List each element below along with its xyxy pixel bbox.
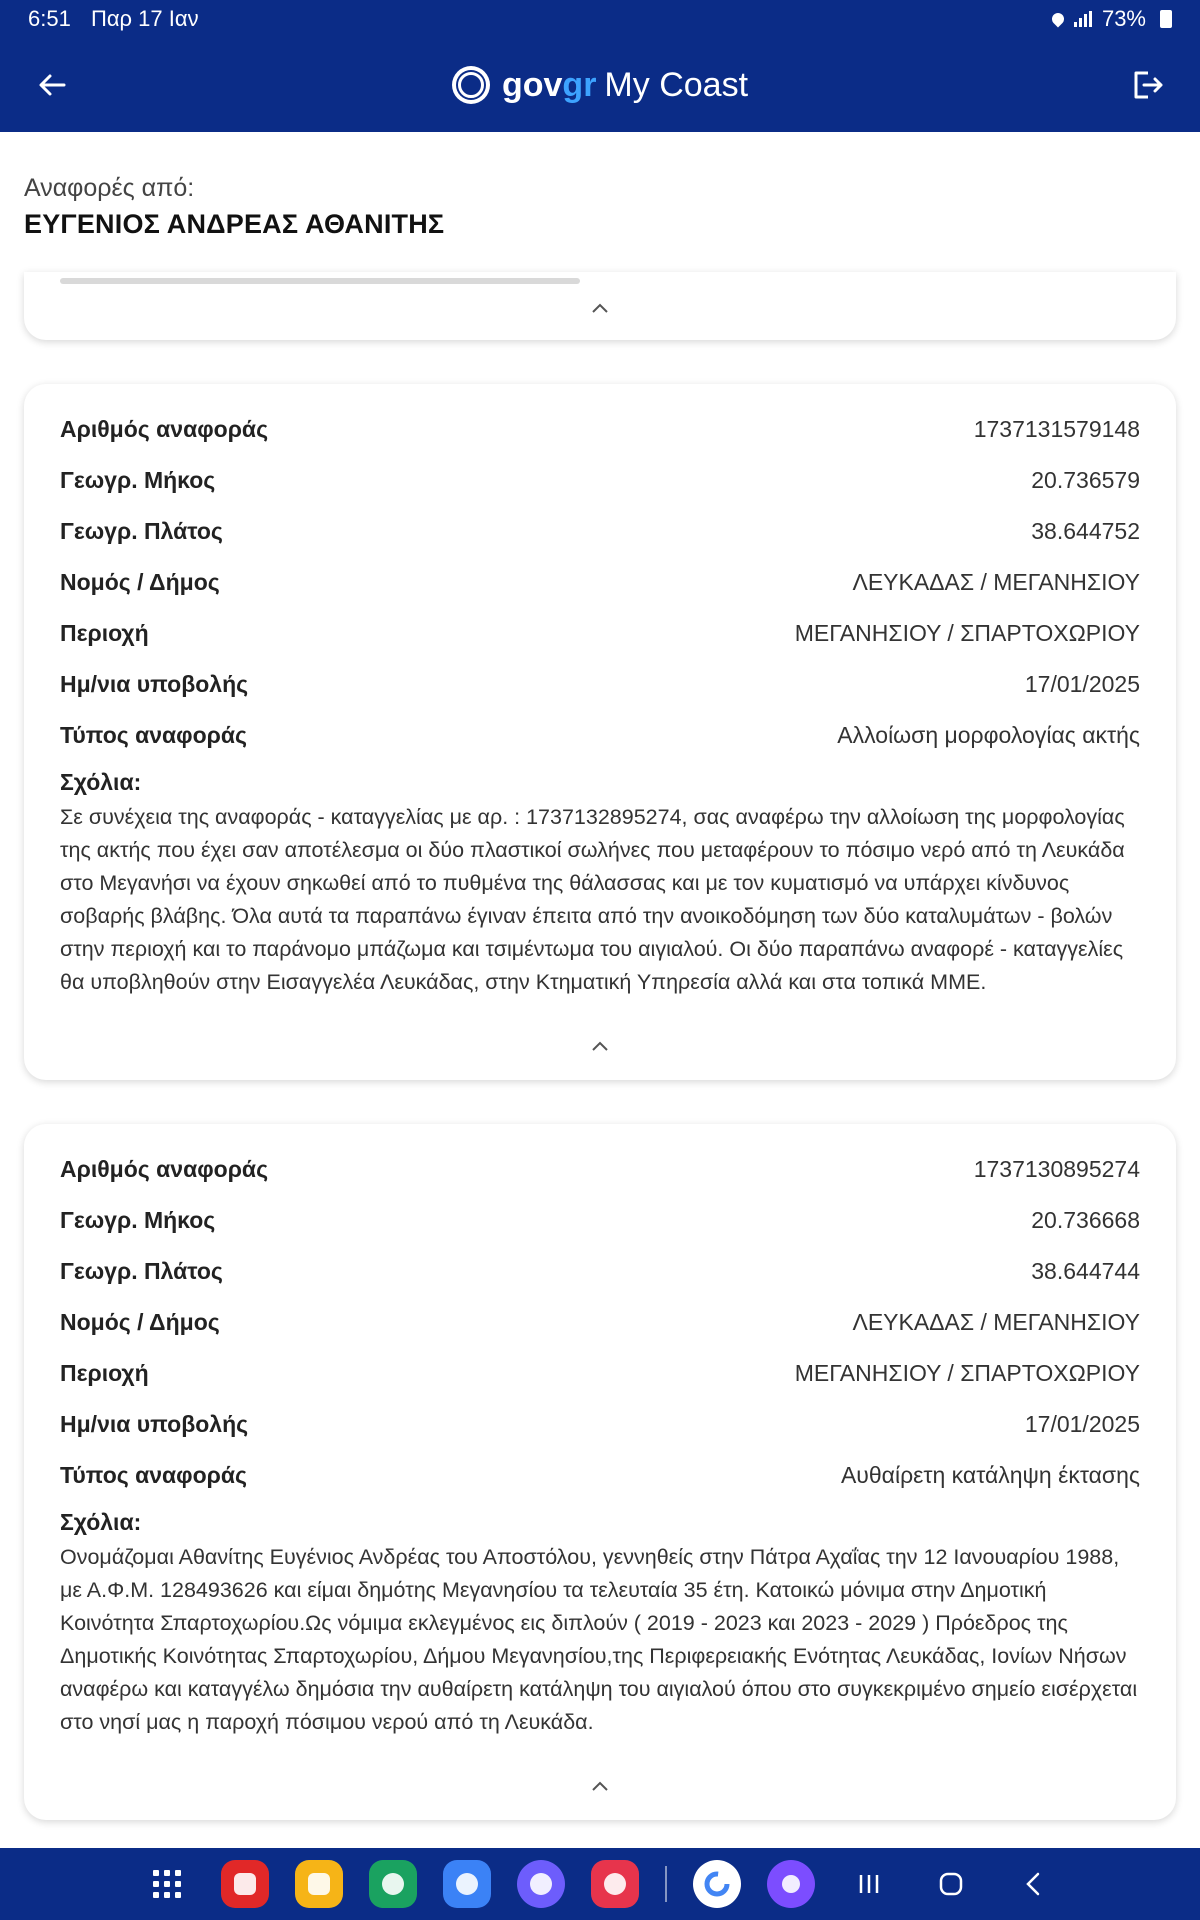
recents-icon bbox=[857, 1873, 881, 1895]
field-value: ΜΕΓΑΝΗΣΙΟΥ / ΣΠΑΡΤΟΧΩΡΙΟΥ bbox=[794, 1360, 1140, 1386]
home-icon bbox=[938, 1871, 964, 1897]
reports-label: Αναφορές από: bbox=[24, 174, 195, 202]
field-value: ΛΕΥΚΑΔΑΣ / ΜΕΓΑΝΗΣΙΟΥ bbox=[852, 569, 1140, 595]
status-date: Παρ 17 Ιαν bbox=[90, 6, 199, 31]
field-label: Ημ/νια υποβολής bbox=[60, 1411, 249, 1437]
field-label: Περιοχή bbox=[60, 620, 149, 646]
back-nav-button[interactable] bbox=[1005, 1860, 1061, 1908]
field-value: 20.736668 bbox=[1031, 1207, 1140, 1233]
field-submission-date bbox=[60, 659, 1140, 710]
battery-percent: 73% bbox=[1101, 6, 1146, 31]
back-button[interactable] bbox=[28, 61, 76, 109]
all-apps-icon bbox=[153, 1870, 181, 1898]
comments-text: Σε συνέχεια της αναφοράς - καταγγελίας με αρ. : 1737132895274, σας αναφέρω την αλλοίωση της μορφολογίας της ακτής που έχει σαν αποτέλεσμα οι δύο πλαστικοί σωλήνες που μεταφέρουν το πόσιμο νερό από τη Λευκάδα στο Μεγανήσι να έχουν σηκωθεί από το πυθμένα της θάλασσας και με τον κυματισμό να υπάρχει κίνδυνος σοβαρής βλάβης. Όλα αυτά τα παραπάνω έγιναν έπειτα από την ανοικοδόμηση των δύο καταλυμάτων - βολών στην περιοχή και το παράνομο μπάζωμα και τσιμέντωμα του αιγιαλού. Οι δύο παραπάνω αναφορέ - καταγγελίες θα υποβληθούν στην Εισαγγελέα Λευκάδας, στην Κτηματική Υπηρεσία αλλά και στα τοπικά ΜΜΕ. bbox=[60, 805, 1125, 994]
field-prefecture bbox=[60, 557, 1140, 608]
field-prefecture bbox=[60, 1297, 1140, 1348]
field-label: Αριθμός αναφοράς bbox=[60, 416, 269, 442]
reports-author: ΕΥΓΕΝΙΟΣ ΑΝΔΡΕΑΣ ΑΘΑΝΙΤΗΣ bbox=[24, 209, 445, 239]
clipped-text bbox=[60, 278, 580, 284]
brand-gov: gov bbox=[501, 65, 563, 104]
field-label: Νομός / Δήμος bbox=[60, 569, 220, 595]
field-value: Αλλοίωση μορφολογίας ακτής bbox=[837, 722, 1140, 748]
status-bar bbox=[0, 0, 1200, 38]
system-navbar bbox=[0, 1848, 1200, 1920]
field-value: 38.644752 bbox=[1031, 518, 1140, 544]
field-label: Τύπος αναφοράς bbox=[60, 722, 247, 748]
field-label: Γεωγρ. Πλάτος bbox=[60, 518, 223, 544]
app-bar bbox=[0, 38, 1200, 132]
logout-button[interactable] bbox=[1124, 61, 1172, 109]
field-latitude bbox=[60, 506, 1140, 557]
field-report-type bbox=[60, 710, 1140, 761]
report-fields bbox=[60, 1144, 1140, 1739]
report-card bbox=[24, 384, 1176, 1080]
field-area bbox=[60, 1348, 1140, 1399]
field-label: Γεωγρ. Μήκος bbox=[60, 467, 216, 493]
collapse-button[interactable] bbox=[586, 298, 614, 318]
field-label: Τύπος αναφοράς bbox=[60, 1462, 247, 1488]
status-left bbox=[28, 6, 213, 32]
app-header bbox=[0, 0, 1200, 132]
arrow-left-icon bbox=[38, 73, 66, 97]
field-longitude bbox=[60, 1195, 1140, 1246]
field-longitude bbox=[60, 455, 1140, 506]
taskbar-divider bbox=[665, 1866, 667, 1902]
field-value: 20.736579 bbox=[1031, 467, 1140, 493]
field-value: 1737130895274 bbox=[973, 1156, 1140, 1182]
google-app-icon[interactable] bbox=[693, 1860, 741, 1908]
location-icon bbox=[1049, 11, 1066, 28]
report-fields bbox=[60, 404, 1140, 999]
collapse-button[interactable] bbox=[586, 1776, 614, 1796]
viber-app-icon[interactable] bbox=[767, 1860, 815, 1908]
field-submission-date bbox=[60, 1399, 1140, 1450]
field-area bbox=[60, 608, 1140, 659]
google-g-icon bbox=[702, 1869, 732, 1899]
phone-app-icon[interactable] bbox=[369, 1860, 417, 1908]
field-value: 17/01/2025 bbox=[1024, 671, 1140, 697]
brand-gr: gr bbox=[562, 65, 597, 104]
field-label: Γεωγρ. Πλάτος bbox=[60, 1258, 223, 1284]
status-right bbox=[1052, 6, 1172, 32]
all-apps-button[interactable] bbox=[139, 1860, 195, 1908]
field-report-number bbox=[60, 404, 1140, 455]
report-card bbox=[24, 1124, 1176, 1820]
comments-label: Σχόλια: bbox=[60, 1508, 142, 1535]
field-latitude bbox=[60, 1246, 1140, 1297]
field-value: 17/01/2025 bbox=[1024, 1411, 1140, 1437]
reports-heading bbox=[24, 174, 444, 240]
back-nav-icon bbox=[1024, 1871, 1042, 1897]
recents-button[interactable] bbox=[841, 1860, 897, 1908]
battery-icon bbox=[1160, 10, 1172, 28]
flipboard-app-icon[interactable] bbox=[221, 1860, 269, 1908]
internet-app-icon[interactable] bbox=[517, 1860, 565, 1908]
collapse-button[interactable] bbox=[586, 1036, 614, 1056]
field-value: ΜΕΓΑΝΗΣΙΟΥ / ΣΠΑΡΤΟΧΩΡΙΟΥ bbox=[794, 620, 1140, 646]
report-card-partial bbox=[24, 272, 1176, 340]
comments-label: Σχόλια: bbox=[60, 768, 142, 795]
comments-text: Ονομάζομαι Αθανίτης Ευγένιος Ανδρέας του Αποστόλου, γεννηθείς στην Πάτρα Αχαΐας την 12 Ιανουαρίου 1988, με Α.Φ.Μ. 128493626 και είμαι δημότης Μεγανησίου τα τελευταία 35 έτη. Κατοικώ μόνιμα στην Δημοτική Κοινότητα Σπαρτοχωρίου.Ως νόμιμα εκλεγμένος εις διπλούν ( 2019 - 2023 και 2023 - 2029 ) Πρόεδρος της Δημοτικής Κοινότητας Σπαρτοχωρίου, Δήμου Μεγανησίου,της Περιφερειακής Ενότητας Λευκάδας, Ιονίων Νήσων αναφέρω και καταγγέλω δημόσια την αυθαίρετη κατάληψη του αιγιαλού όπου στο συγκεκριμένο σημείο εισέρχεται στο νησί μας η παροχή πόσιμου νερού από τη Λευκάδα. bbox=[60, 1545, 1138, 1734]
field-report-type bbox=[60, 1450, 1140, 1501]
files-app-icon[interactable] bbox=[295, 1860, 343, 1908]
brand-logo bbox=[452, 66, 748, 105]
chevron-up-icon bbox=[591, 302, 609, 314]
app-name: My Coast bbox=[604, 65, 749, 104]
logout-icon bbox=[1132, 70, 1164, 100]
chevron-up-icon bbox=[591, 1780, 609, 1792]
field-label: Γεωγρ. Μήκος bbox=[60, 1207, 216, 1233]
status-time: 6:51 bbox=[28, 6, 71, 31]
field-value: 1737131579148 bbox=[973, 416, 1140, 442]
field-label: Αριθμός αναφοράς bbox=[60, 1156, 269, 1182]
emblem-icon bbox=[452, 66, 490, 104]
field-value: Αυθαίρετη κατάληψη έκτασης bbox=[840, 1462, 1140, 1488]
field-label: Ημ/νια υποβολής bbox=[60, 671, 249, 697]
home-button[interactable] bbox=[923, 1860, 979, 1908]
camera-app-icon[interactable] bbox=[591, 1860, 639, 1908]
signal-icon bbox=[1074, 11, 1092, 27]
field-label: Περιοχή bbox=[60, 1360, 149, 1386]
chevron-up-icon bbox=[591, 1040, 609, 1052]
field-value: 38.644744 bbox=[1031, 1258, 1140, 1284]
messages-app-icon[interactable] bbox=[443, 1860, 491, 1908]
field-value: ΛΕΥΚΑΔΑΣ / ΜΕΓΑΝΗΣΙΟΥ bbox=[852, 1309, 1140, 1335]
field-report-number bbox=[60, 1144, 1140, 1195]
field-label: Νομός / Δήμος bbox=[60, 1309, 220, 1335]
